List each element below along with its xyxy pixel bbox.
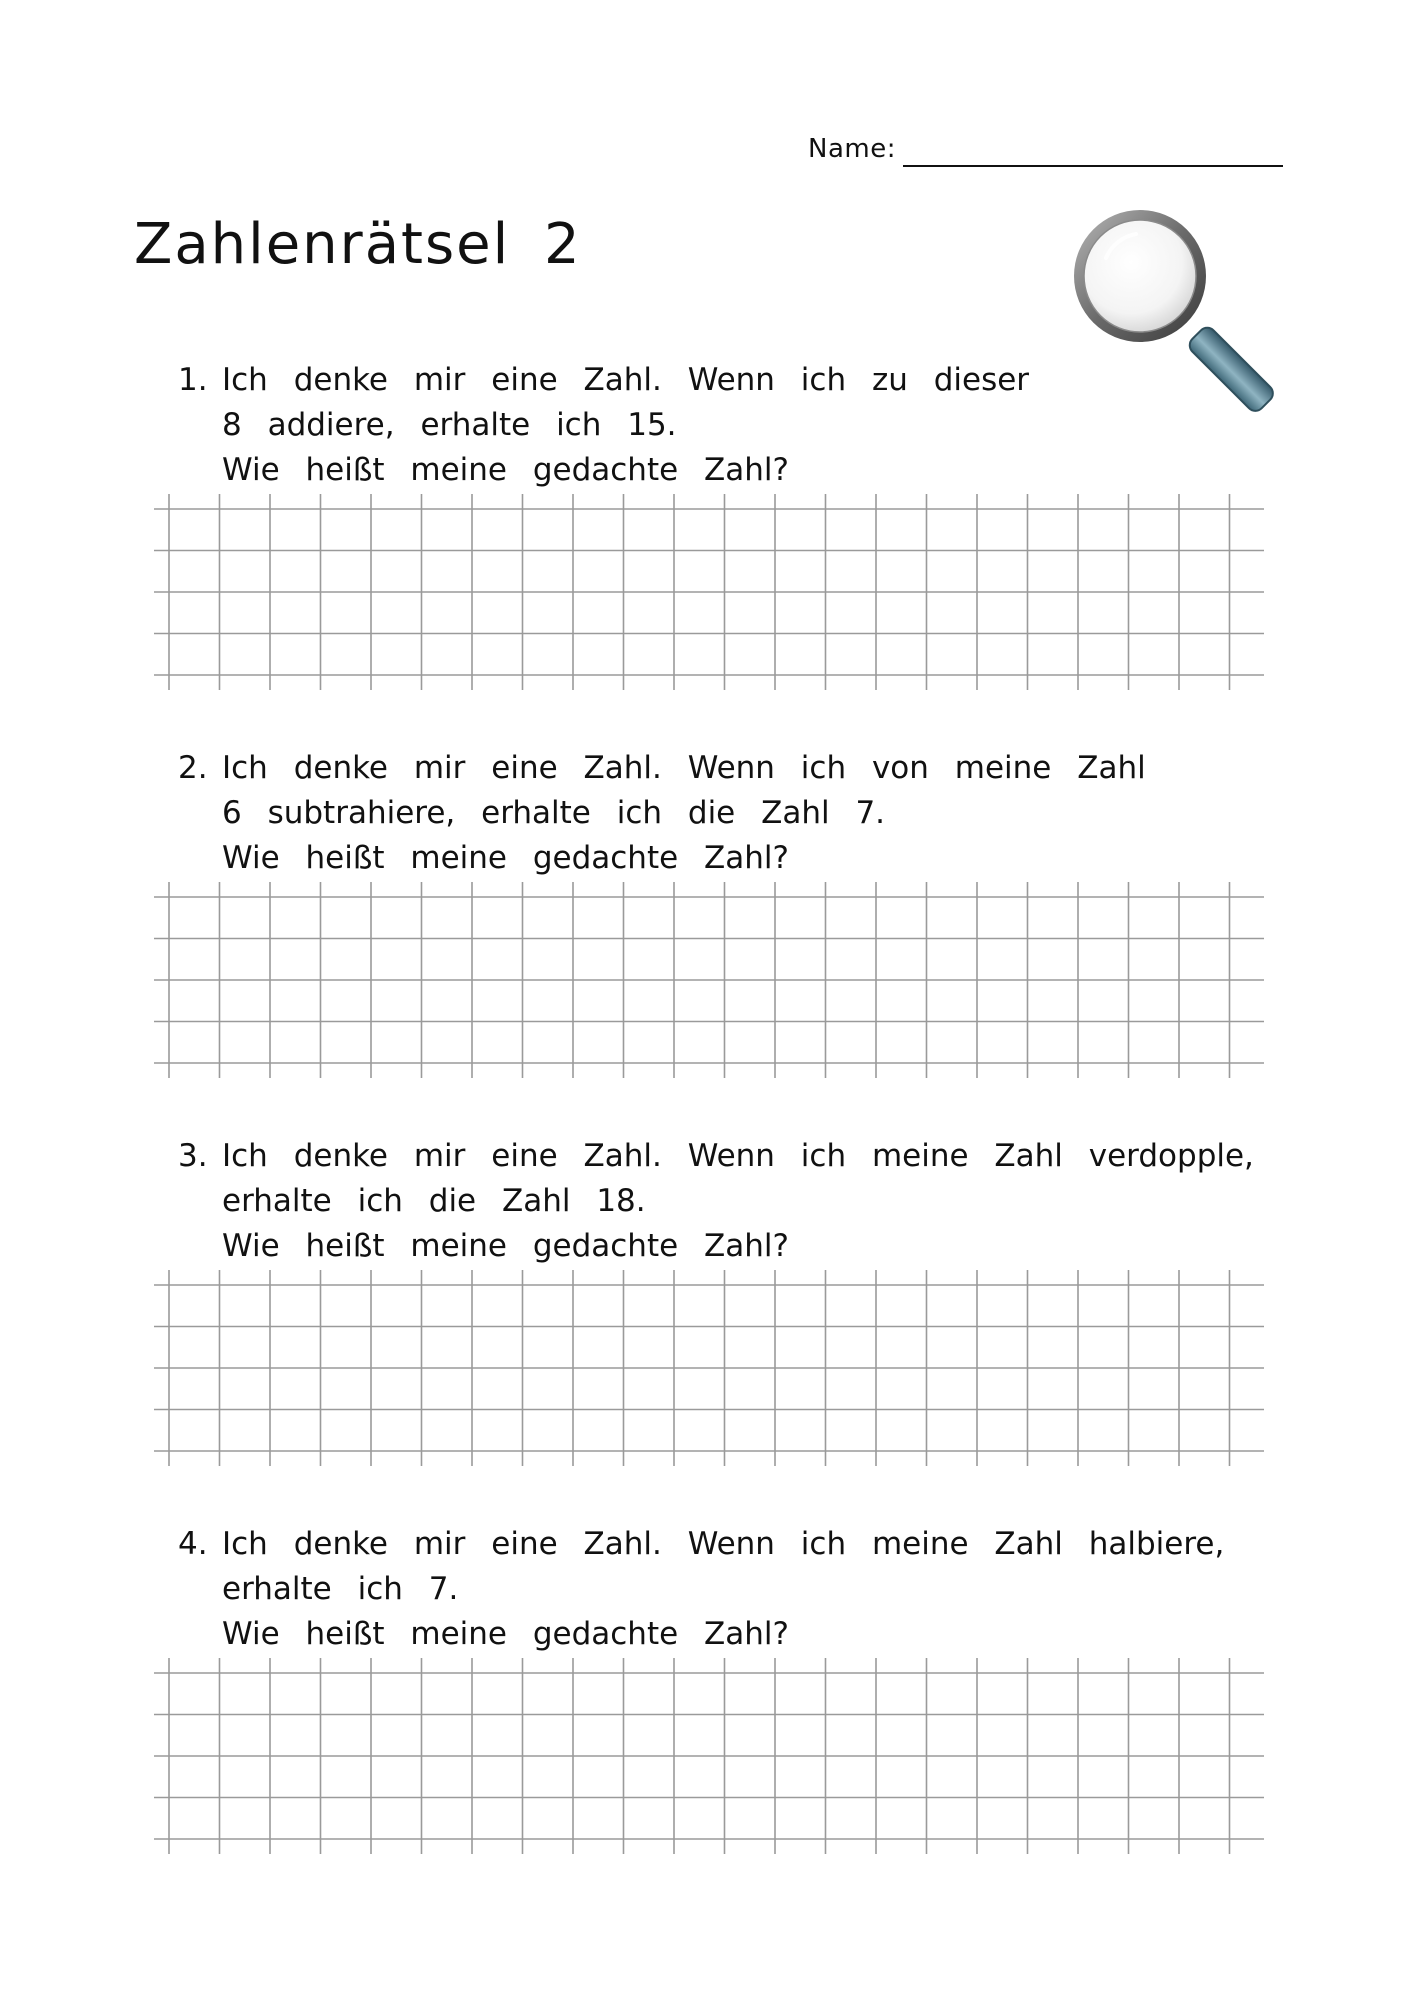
answer-grid-1[interactable] (154, 494, 1264, 690)
task-number: 4. (178, 1526, 208, 1562)
name-field[interactable] (808, 134, 1288, 174)
task-line: Ich denke mir eine Zahl. Wenn ich von meine Zahl (222, 750, 1146, 786)
task-number: 1. (178, 362, 208, 398)
task-line: Wie heißt meine gedachte Zahl? (222, 840, 789, 876)
task-line: Wie heißt meine gedachte Zahl? (222, 1616, 789, 1652)
task-number: 3. (178, 1138, 208, 1174)
answer-grid-4[interactable] (154, 1658, 1264, 1854)
task-line: Ich denke mir eine Zahl. Wenn ich meine Zahl halbiere, (222, 1526, 1225, 1562)
task-question (178, 1134, 1254, 1269)
name-label: Name: (808, 134, 896, 164)
task-line: Ich denke mir eine Zahl. Wenn ich zu dieser (222, 362, 1030, 398)
task-question (178, 746, 1146, 881)
worksheet-title: Zahlenrätsel 2 (134, 212, 582, 277)
task-line: erhalte ich 7. (222, 1571, 459, 1607)
task-question (178, 1522, 1224, 1657)
task-number: 2. (178, 750, 208, 786)
task-line: Wie heißt meine gedachte Zahl? (222, 1228, 789, 1264)
answer-grid-2[interactable] (154, 882, 1264, 1078)
task-line: 6 subtrahiere, erhalte ich die Zahl 7. (222, 795, 886, 831)
name-write-line[interactable] (903, 165, 1283, 167)
task-line: Ich denke mir eine Zahl. Wenn ich meine Zahl verdopple, (222, 1138, 1254, 1174)
task-line: Wie heißt meine gedachte Zahl? (222, 452, 789, 488)
task-line: erhalte ich die Zahl 18. (222, 1183, 646, 1219)
task-question (178, 358, 1029, 493)
answer-grid-3[interactable] (154, 1270, 1264, 1466)
magnifying-glass-icon (1066, 200, 1286, 430)
task-line: 8 addiere, erhalte ich 15. (222, 407, 677, 443)
